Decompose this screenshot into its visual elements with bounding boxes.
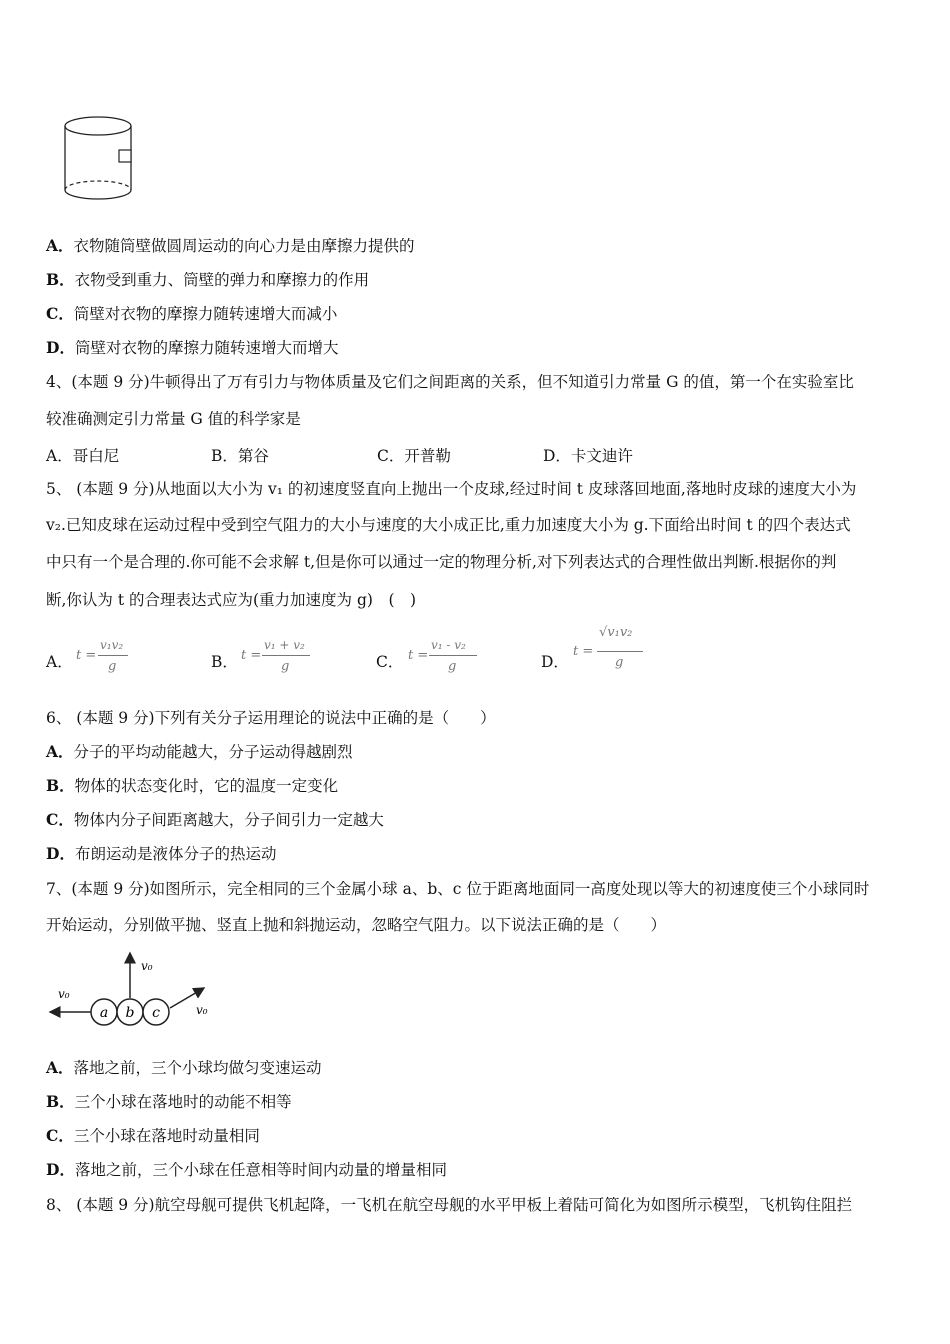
q5-b-num: v₁ + v₂ (264, 638, 305, 652)
q4-option-c: C．开普勒 (377, 447, 451, 465)
q4-option-b: B．第谷 (211, 447, 269, 465)
q5-a-t: t = (76, 648, 97, 663)
option-d: D．筒壁对衣物的摩擦力随转速增大而增大 (46, 338, 339, 357)
balls-figure (46, 948, 221, 1033)
q5-option-d-formula (573, 625, 653, 680)
q6-option-a: A．分子的平均动能越大，分子运动得越剧烈 (46, 742, 353, 761)
q7-option-d: D．落地之前，三个小球在任意相等时间内动量的增量相同 (46, 1160, 447, 1179)
v-right-label: v₀ (196, 1003, 208, 1017)
q5-a-den: g (108, 659, 117, 674)
ball-b-label: b (125, 1005, 135, 1021)
option-c: C．筒壁对衣物的摩擦力随转速增大而减小 (46, 304, 338, 323)
cylinder-figure (58, 110, 140, 206)
q5-a-bar (98, 655, 128, 656)
q7-stem-line1: 7、(本题 9 分)如图所示，完全相同的三个金属小球 a、b、c 位于距离地面同一高度处现以等大的初速度使三个小球同时 (46, 880, 870, 898)
q7-option-b: B．三个小球在落地时的动能不相等 (46, 1092, 292, 1111)
option-a: A．衣物随筒壁做圆周运动的向心力是由摩擦力提供的 (46, 236, 415, 255)
q5-c-bar (429, 655, 477, 656)
q7-option-a: A．落地之前，三个小球均做匀变速运动 (46, 1058, 322, 1077)
v-up-label: v₀ (141, 959, 153, 973)
q5-option-a-letter: A． (46, 653, 73, 671)
q5-d-bar (597, 651, 643, 652)
q5-option-b-letter: B． (211, 653, 238, 671)
q4-option-a: A．哥白尼 (46, 447, 120, 465)
ball-c-label: c (152, 1005, 160, 1021)
q5-b-bar (262, 655, 310, 656)
q5-option-a-formula (76, 640, 146, 680)
q5-d-num: √v₁v₂ (599, 625, 633, 640)
q7-stem-line2: 开始运动，分别做平抛、竖直上抛和斜抛运动，忽略空气阻力。以下说法正确的是（ ） (46, 916, 667, 934)
q5-b-t: t = (241, 648, 262, 663)
option-b: B．衣物受到重力、筒壁的弹力和摩擦力的作用 (46, 270, 370, 289)
q5-a-num: v₁v₂ (100, 638, 124, 652)
q5-c-t: t = (408, 648, 429, 663)
q4-stem-line2: 较准确测定引力常量 G 值的科学家是 (46, 410, 301, 428)
q5-b-den: g (281, 659, 290, 674)
q6-option-c: C．物体内分子间距离越大，分子间引力一定越大 (46, 810, 384, 829)
q5-option-d-letter: D． (541, 653, 569, 671)
v-left-label: v₀ (58, 987, 70, 1001)
q5-stem-line4: 断,你认为 t 的合理表达式应为(重力加速度为 g) ( ) (46, 591, 417, 609)
q5-d-den: g (615, 655, 624, 670)
q5-stem-line1: 5、 (本题 9 分)从地面以大小为 v₁ 的初速度竖直向上抛出一个皮球,经过时间 t 皮球落回地面,落地时皮球的速度大小为 (46, 480, 857, 498)
q8-stem-line1: 8、 (本题 9 分)航空母舰可提供飞机起降，一飞机在航空母舰的水平甲板上着陆可简化为如图所示模型，飞机钩住阻拦 (46, 1196, 853, 1214)
q5-option-b-formula (241, 640, 321, 680)
q6-stem: 6、 (本题 9 分)下列有关分子运用理论的说法中正确的是（ ） (46, 709, 496, 727)
q5-option-c-formula (408, 640, 488, 680)
q5-stem-line2: v₂.已知皮球在运动过程中受到空气阻力的大小与速度的大小成正比,重力加速度大小为 g.下面给出时间 t 的四个表达式 (46, 516, 851, 534)
q5-stem-line3: 中只有一个是合理的.你可能不会求解 t,但是你可以通过一定的物理分析,对下列表达式的合理性做出判断.根据你的判 (46, 553, 837, 571)
q4-stem-line1: 4、(本题 9 分)牛顿得出了万有引力与物体质量及它们之间距离的关系，但不知道引力常量 G 的值，第一个在实验室比 (46, 373, 854, 391)
q5-c-den: g (448, 659, 457, 674)
q5-c-num: v₁ - v₂ (431, 638, 466, 652)
q5-d-t: t = (573, 644, 594, 659)
q7-option-c: C．三个小球在落地时动量相同 (46, 1126, 260, 1145)
q6-option-b: B．物体的状态变化时，它的温度一定变化 (46, 776, 339, 795)
q5-option-c-letter: C． (376, 653, 404, 671)
q4-option-d: D．卡文迪许 (543, 447, 633, 465)
q6-option-d: D．布朗运动是液体分子的热运动 (46, 844, 277, 863)
ball-a-label: a (99, 1005, 109, 1021)
